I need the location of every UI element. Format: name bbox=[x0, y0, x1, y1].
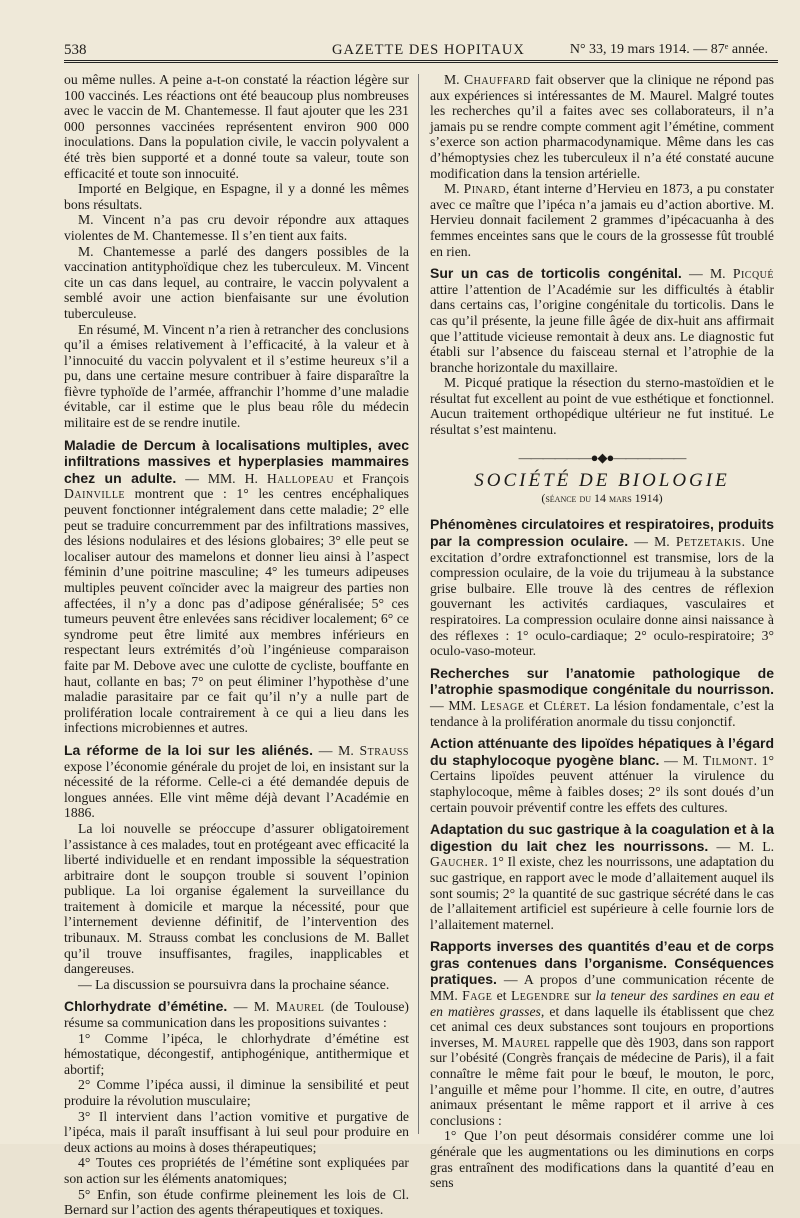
author-name: Cléret bbox=[543, 697, 587, 713]
list-item: 1° Comme l’ipéca, le chlorhydrate d’émétine est hémostatique, décongestif, antiphogénique, antithermique et abortif; bbox=[64, 1030, 409, 1077]
session-date: (séance du 14 mars 1914) bbox=[541, 490, 663, 505]
text-run: — M. bbox=[312, 742, 360, 758]
section-body: montrent que : 1° les centres encéphaliques peuvent fonctionner intégralement dans cette maladie; 2° elle peut se traduire concurremment par des infiltrations massives, des lésions nodulaires et des lésions globaires; 3° elle peut se localiser autour des mamelons et donner lieu ainsi à l’aspect féminin d’une poitrine masculine; 4° les tumeurs adipeuses multiples peuvent coïncider avec la maigreur des parties non affectées, il n’y a donc pas d’adipose généralisée; 5° ces tumeurs peuvent être enlevées sans récidiver localement; 6° ce syndrome peut être limité aux membres inférieurs en respectant leurs extrémités d’où l’ingénieuse comparaison faite par M. Debove avec une culotte de cycliste, bouffante en haut, collante en bas; 7° on peut éliminer l’hypothèse d’une maladie parasitaire par ce fait qu’il n’y a nulle part de prolifération locale contrairement à ce qui a lieu dans les infections microbiennes et autres. bbox=[64, 486, 409, 736]
text-run: — M. bbox=[628, 534, 676, 550]
text-run: — M. L. bbox=[708, 838, 774, 854]
paragraph bbox=[430, 181, 774, 259]
author-name: Fage bbox=[462, 988, 493, 1004]
section-title: Phénomènes circulatoires et respiratoires, produits par la compression oculaire. bbox=[430, 516, 774, 550]
author-name: Lesage bbox=[480, 697, 525, 713]
text-run: — M. bbox=[681, 266, 733, 282]
author-name: Strauss bbox=[359, 742, 409, 758]
issue-info: N° 33, 19 mars 1914. — 87ᵉ année. bbox=[569, 42, 768, 57]
text-run: — M. bbox=[227, 999, 276, 1015]
journal-title: GAZETTE DES HOPITAUX bbox=[332, 42, 525, 58]
text-run: et bbox=[492, 988, 511, 1004]
paragraph: ou même nulles. A peine a-t-on constaté la réaction légère sur 100 vaccinés. Les réactions ont été beaucoup plus nombreuses avec le vaccin de M. Chantemesse. Il faut ajouter que les 231 000 personnes vaccinées représentent environ 900 000 inoculations. Dans la population civile, le vaccin polyvalent a été très bien supporté et a donné toute sa valeur, toute son efficacité et toute son innocuité. bbox=[64, 72, 409, 181]
list-item: 4° Toutes ces propriétés de l’émétine sont expliquées par son action sur les éléments anatomiques; bbox=[64, 1155, 409, 1186]
section-lipoides bbox=[430, 735, 774, 815]
paragraph: M. Chantemesse a parlé des dangers possibles de la vaccination antityphoïdique chez les tuberculeux. M. Vincent cite un cas dans lequel, au contraire, le vaccin polyvalent a semblé avoir une action bienfaisante sur une évolution tuberculeuse. bbox=[64, 243, 409, 321]
text-run: et François bbox=[334, 470, 409, 486]
text-run: — MM. H. bbox=[176, 470, 267, 486]
paragraph: En résumé, M. Vincent n’a rien à retrancher des conclusions qu’il a émises relativement à l’efficacité, à la valeur et à l’innocuité du vaccin polyvalent et il s’estime heureux s’il a pu, dans une certaine mesure contribuer à faire disparaître la fièvre typhoïde de l’armée, affranchir l’homme d’une maladie évitable, car il estime que le plus beau rôle du médecin militaire est de se rendre inutile. bbox=[64, 321, 409, 431]
section-title: Rapports inverses des quantités d’eau et de corps gras contenues dans l’organisme. Conséquences pratiques. bbox=[430, 938, 774, 988]
right-column bbox=[430, 72, 774, 1191]
section-body: expose l’économie générale du projet de loi, en insistant sur la nécessité de la réforme. Celle-ci a été demandée depuis de longues années. Elle vint même déjà devant l’Académie en 1886. bbox=[64, 758, 409, 821]
column-divider bbox=[418, 74, 419, 1134]
section-body: rappelle que dès 1903, dans son rapport sur l’obésité (Congrès français de médecine de Paris), il a fait connaître le même fait pour le bœuf, le mouton, le porc, l’anguille et même pour l’homme. Il cite, en outre, d’autres animaux présentant le même rapport et il arrive à ces conclusions : bbox=[430, 1034, 774, 1128]
section-torticolis bbox=[430, 265, 774, 438]
section-body: . 1° Il existe, chez les nourrissons, une adaptation du suc gastrique, en rapport avec le mode d’allaitement auquel ils sont soumis; 2° la quantité de suc gastrique sécrété dans le cas de l’allaitement artificiel est supérieure à celle fournie lors de l’allaitement maternel. bbox=[430, 854, 774, 932]
author-name: Legendre bbox=[510, 988, 570, 1004]
text-run: fait observer que la clinique ne répond pas aux expériences si intéressantes de M. Maurel. Malgré toutes les recherches qu’il a faites avec ses collaborateurs, il n’a jamais pu se rendre compte comment agit l’émétine, comment s’exerce son action pharmacodynamique. Même dans les cas d’hémoptysies chez les tuberculeux il n’a été constaté aucune modification dans la tension artérielle. bbox=[430, 72, 774, 181]
section-suc-gastrique bbox=[430, 821, 774, 932]
section-title: Chlorhydrate d’émétine. bbox=[64, 998, 228, 1015]
author-name: Chauffard bbox=[463, 72, 531, 87]
section-dercum bbox=[64, 437, 409, 736]
section-body: . La lésion fondamentale, c’est la tendance à la prolifération anormale du tissu conjonctif. bbox=[430, 697, 774, 729]
italic-title: la teneur des sardines en eau et en matières grasses, bbox=[430, 988, 774, 1019]
paragraph: La loi nouvelle se préoccupe d’assurer obligatoirement l’assistance à ces malades, tout en protégeant avec efficacité la liberté individuelle et en rendant impossible la séquestration arbitraire dont le soupçon trouble si souvent l’opinion publique. La loi organise également la surveillance du traitement à domicile et marque la nécessité, pour que l’internement devienne définitif, de l’intervention des tribunaux. M. Strauss combat les conclusions de M. Ballet qu’il trouve insuffisantes, fragiles, inapplicables et dangereuses. bbox=[64, 820, 409, 977]
paragraph: Importé en Belgique, en Espagne, il y a donné les mêmes bons résultats. bbox=[64, 181, 409, 212]
text-run: , étant interne d’Hervieu en 1873, a pu constater avec ce maître que l’ipéca n’a jamais eu d’action abortive. M. Hervieu donnait facilement 2 grammes d’ipécacuanha à des femmes enceintes sans que le cours de la grossesse fût troublé en rien. bbox=[430, 181, 775, 259]
text-run: — M. bbox=[659, 752, 703, 768]
author-name: Petzetakis bbox=[675, 534, 742, 550]
text-run: sur bbox=[569, 988, 596, 1004]
text-run: M. bbox=[444, 72, 464, 87]
author-name: Picqué bbox=[732, 266, 775, 282]
section-body: (de Toulouse) résume sa communication dans les propositions suivantes : bbox=[64, 999, 409, 1031]
author-name: Dainville bbox=[64, 486, 126, 502]
text-run: M. bbox=[444, 181, 464, 197]
author-name: Gaucher bbox=[430, 854, 485, 870]
section-compression-oculaire bbox=[430, 516, 774, 658]
paragraph: M. Picqué pratique la résection du sterno-mastoïdien et le résultat fut excellent au point de vue esthétique et fonctionnel. Aucun traitement orthopédique ultérieur ne fut institué. Le résultat s’est maintenu. bbox=[430, 375, 774, 438]
text-run: — A propos d’une communication récente de MM. bbox=[430, 972, 774, 1004]
left-column bbox=[64, 72, 409, 1218]
paragraph: — La discussion se poursuivra dans la prochaine séance. bbox=[78, 976, 390, 992]
author-name: Maurel bbox=[501, 1034, 551, 1050]
author-name: Tilmont bbox=[702, 752, 754, 768]
text-run: et bbox=[524, 697, 544, 713]
section-title: Action atténuante des lipoïdes hépatiques à l’égard du staphylocoque pyogène blanc. bbox=[430, 735, 774, 768]
header-rule bbox=[64, 60, 778, 63]
society-heading: SOCIÉTÉ DE BIOLOGIE bbox=[474, 470, 730, 492]
section-body: . Une excitation d’ordre extrafonctionnel est transmise, lors de la compression oculaire, de la voie du trijumeau à la substance grise bulbaire. Elle trouve là des centres de réflexion gouvernant les activités cardiaques, vasculaires et respiratoires. La compression oculaire donne ainsi naissance à des réflexes : 1° oculo-cardiaque; 2° oculo-respiratoire; 3° oculo-vaso-moteur. bbox=[430, 534, 774, 659]
section-title: Sur un cas de torticolis congénital. bbox=[430, 265, 682, 282]
author-name: Maurel bbox=[275, 999, 325, 1015]
section-body: . 1° Certains lipoïdes peuvent atténuer la virulence du staphylocoque, même à faibles doses; 2° ils sont doués d’un certain pouvoir préventif contre les effets des cultures. bbox=[430, 752, 775, 815]
section-body: et dans laquelle ils établissent que chez cet animal ces deux substances sont toujours en proportions inverses, M. bbox=[430, 1003, 774, 1050]
list-item: 2° Comme l’ipéca aussi, il diminue la sensibilité et peut produire la révolution musculaire; bbox=[64, 1077, 409, 1108]
text-run: — MM. bbox=[430, 697, 481, 713]
paragraph bbox=[430, 72, 774, 181]
section-body: attire l’attention de l’Académie sur les difficultés à établir dans certains cas, l’origine congénitale du torticolis. Dans le cas qu’il présente, la jeune fille âgée de dix-huit ans affirmait que l’attitude vicieuse remontait à deux ans. Le diagnostic fut établi sur l’absence du faisceau sternal et l’atrophie de la branche horizontale du maxillaire. bbox=[430, 281, 774, 375]
section-title: La réforme de la loi sur les aliénés. bbox=[64, 741, 313, 758]
paragraph: 1° Que l’on peut désormais considérer comme une loi générale que les augmentations ou les diminutions en corps gras entraînent des modifications dans la quantité d’eau en sens bbox=[430, 1128, 774, 1191]
section-title: Recherches sur l’anatomie pathologique de l’atrophie spasmodique congénitale du nourrisson. bbox=[430, 664, 774, 698]
section-ornament: ——————●◆●—————— bbox=[518, 449, 686, 465]
section-atrophie bbox=[430, 665, 774, 729]
section-title: Adaptation du suc gastrique à la coagulation et à la digestion du lait chez les nourrissons. bbox=[430, 821, 774, 854]
paragraph: M. Vincent n’a pas cru devoir répondre aux attaques violentes de M. Chantemesse. Il s’en tient aux faits. bbox=[64, 212, 409, 243]
section-corps-gras bbox=[430, 938, 774, 1191]
section-alienes bbox=[64, 742, 409, 993]
section-title: Maladie de Dercum à localisations multiples, avec infiltrations massives et hyperplasies mammaires chez un adulte. bbox=[64, 436, 409, 486]
author-name: Pinard bbox=[463, 181, 506, 197]
list-item: 5° Enfin, son étude confirme pleinement les lois de Cl. Bernard sur l’action des agents thérapeutiques et toxiques. bbox=[64, 1186, 409, 1218]
page-number: 538 bbox=[64, 42, 87, 58]
section-emetine bbox=[64, 998, 409, 1217]
list-item: 3° Il intervient dans l’action vomitive et purgative de l’ipéca, mais il paraît insuffisant à lui seul pour produire en deux actions au moins à doses thérapeutiques; bbox=[64, 1108, 409, 1155]
author-name: Hallopeau bbox=[266, 470, 335, 486]
